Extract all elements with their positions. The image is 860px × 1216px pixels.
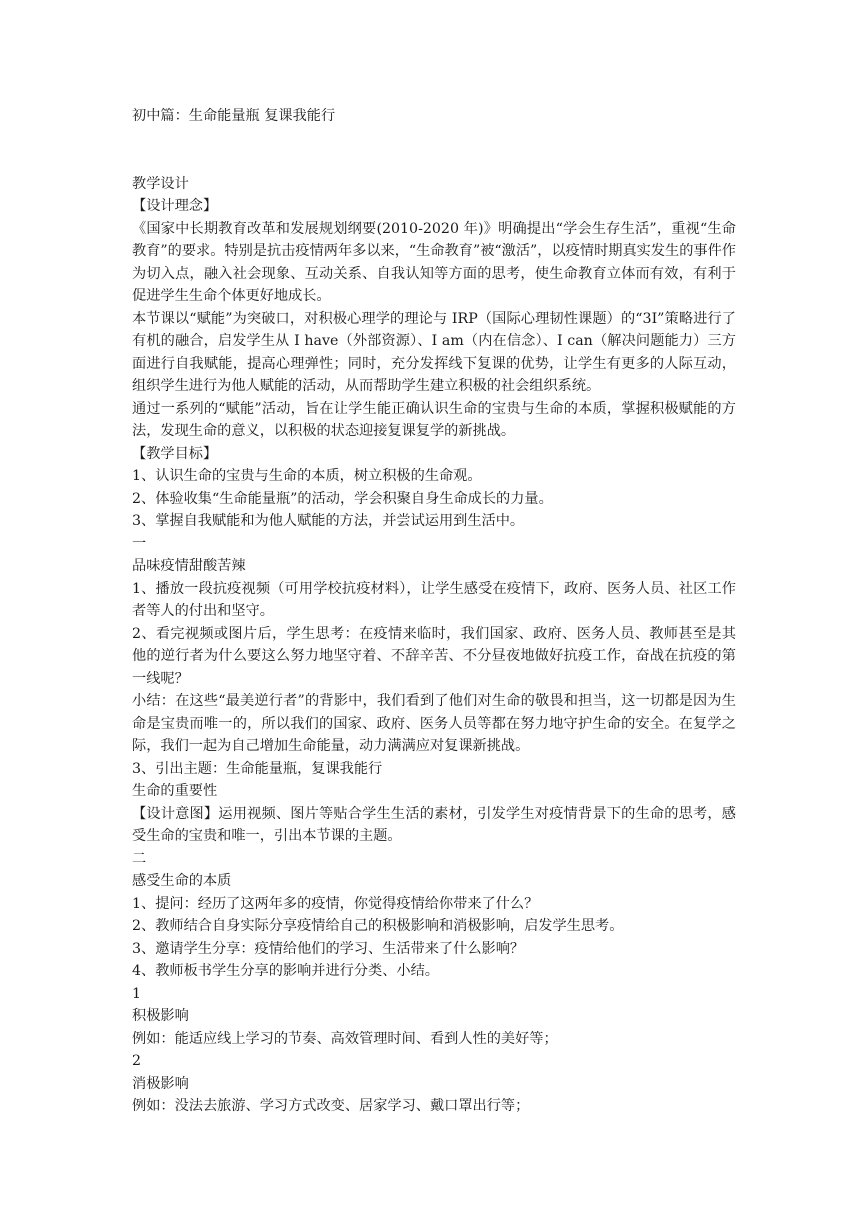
part-number: 二	[132, 850, 147, 867]
objective-item: 1、认识生命的宝贵与生命的本质，树立积极的生命观。	[132, 468, 482, 484]
document-body	[132, 105, 736, 1118]
objectives-heading: 【教学目标】	[132, 445, 218, 462]
part-title: 感受生命的本质	[132, 873, 232, 889]
paragraph: 《国家中长期教育改革和发展规划纲要(2010-2020 年)》明确提出“学会生存生活”，重视“生命教育”的要求。特别是抗击疫情两年多以来，“生命教育”被“激活”，以疫情时期真实发生的事件作为切入点，融入社会现象、互动关系、自我认知等方面的思考，使生命教育立体而有效，有利于促进学生生命个体更好地成长。	[132, 220, 736, 304]
item-number: 2	[132, 1053, 142, 1069]
blank-line	[132, 150, 736, 173]
design-intent-paragraph: 【设计意图】运用视频、图片等贴合学生生活的素材，引发学生对疫情背景下的生命的思考，感受生命的宝贵和唯一，引出本节课的主题。	[132, 805, 736, 844]
item-example: 例如：能适应线上学习的节奏、高效管理时间、看到人性的美好等；	[132, 1030, 558, 1047]
design-concept-heading: 【设计理念】	[132, 198, 218, 214]
item-number: 1	[132, 985, 142, 1002]
paragraph: 本节课以“赋能”为突破口，对积极心理学的理论与 IRP（国际心理韧性课题）的“3I”策略进行了有机的融合，启发学生从 I have（外部资源）、I am（内在信念）、I can（解决问题能力）三方面进行自我赋能，提高心理弹性；同时，充分发挥线下复课的优势，让学生有更多的人际互动，组织学生进行为他人赋能的活动，从而帮助学生建立积极的社会组织系统。	[132, 310, 736, 394]
part-title: 品味疫情甜酸苦辣	[132, 558, 246, 574]
step-item: 1、提问：经历了这两年多的疫情，你觉得疫情给你带来了什么？	[132, 895, 539, 912]
step-item: 4、教师板书学生分享的影响并进行分类、小结。	[132, 963, 439, 979]
step-item: 3、邀请学生分享：疫情给他们的学习、生活带来了什么影响？	[132, 940, 525, 957]
step-item: 1、播放一段抗疫视频（可用学校抗疫材料），让学生感受在疫情下，政府、医务人员、社区工作者等人的付出和坚守。	[132, 580, 736, 619]
section-heading: 教学设计	[132, 175, 189, 192]
step-item: 3、引出主题：生命能量瓶，复课我能行	[132, 760, 383, 777]
item-title: 积极影响	[132, 1008, 189, 1024]
step-item: 2、教师结合自身实际分享疫情给自己的积极影响和消极影响，启发学生思考。	[132, 918, 624, 934]
objective-item: 2、体验收集“生命能量瓶”的活动，学会积聚自身生命成长的力量。	[132, 490, 553, 507]
objective-item: 3、掌握自我赋能和为他人赋能的方法，并尝试运用到生活中。	[132, 513, 525, 529]
summary-paragraph: 小结：在这些“最美逆行者”的背影中，我们看到了他们对生命的敬畏和担当，这一切都是因为生命是宝贵而唯一的，所以我们的国家、政府、医务人员等都在努力地守护生命的安全。在复学之际，我们一起为自己增加生命能量，动力满满应对复课新挑战。	[132, 693, 736, 754]
document-title: 初中篇：生命能量瓶 复课我能行	[132, 108, 336, 124]
step-item: 2、看完视频或图片后，学生思考：在疫情来临时，我们国家、政府、医务人员、教师甚至是其他的逆行者为什么要这么努力地坚守着、不辞辛苦、不分昼夜地做好抗疫工作，奋战在抗疫的第一线呢？	[132, 625, 736, 687]
subheading: 生命的重要性	[132, 783, 218, 799]
part-number: 一	[132, 535, 147, 552]
paragraph: 通过一系列的“赋能”活动，旨在让学生能正确认识生命的宝贵与生命的本质，掌握积极赋能的方法，发现生命的意义，以积极的状态迎接复课复学的新挑战。	[132, 400, 736, 439]
blank-line	[132, 128, 736, 151]
item-example: 例如：没法去旅游、学习方式改变、居家学习、戴口罩出行等；	[132, 1098, 530, 1114]
item-title: 消极影响	[132, 1075, 189, 1092]
